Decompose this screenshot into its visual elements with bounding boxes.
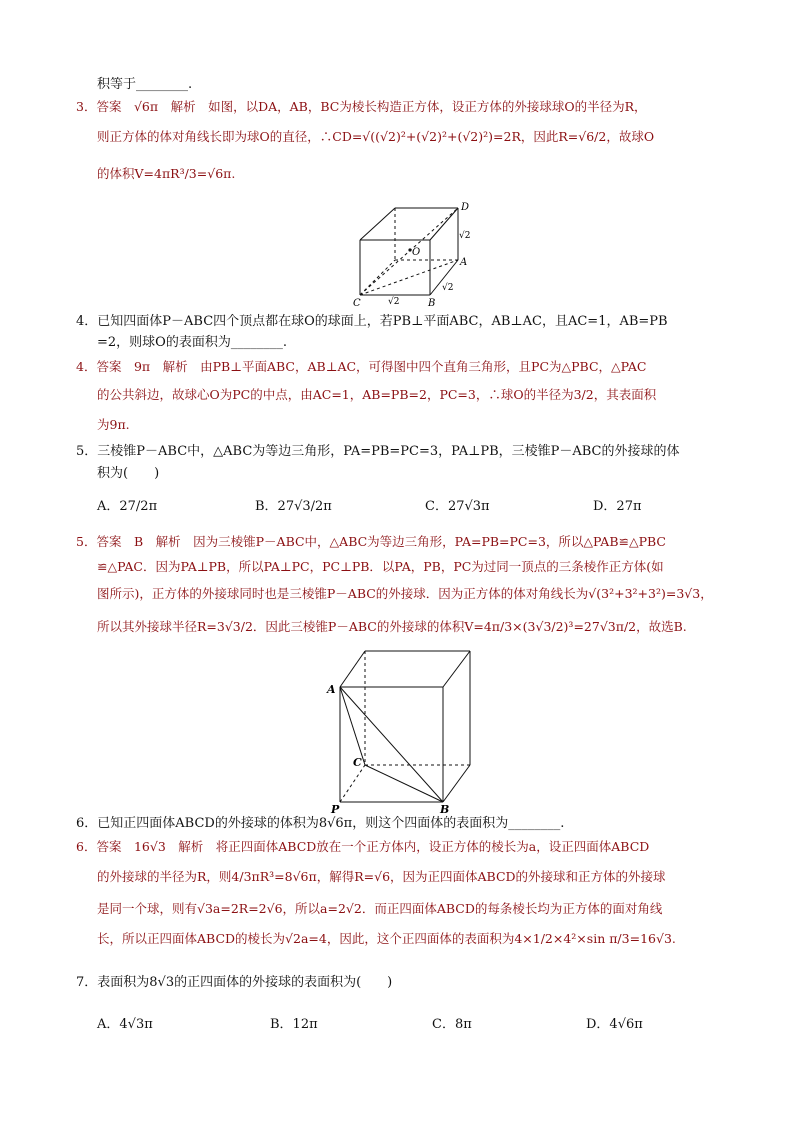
a4-line-2: 的公共斜边，故球心O为PC的中点，由AC=1，AB=PB=2，PC=3，∴球O的半径为3/2，其表面积 bbox=[97, 387, 657, 402]
cube-figure-2 bbox=[325, 645, 480, 815]
q4-line-1: 4．已知四面体P－ABC四个顶点都在球O的球面上，若PB⊥平面ABC，AB⊥AC，且AC=1，AB=PB bbox=[76, 314, 668, 329]
q5-line-1: 5．三棱锥P－ABC中，△ABC为等边三角形，PA=PB=PC=3，PA⊥PB，三棱锥P－ABC的外接球的体 bbox=[76, 444, 680, 459]
q5-option-d: D．27π bbox=[593, 499, 642, 514]
q2-line-tail: 积等于________. bbox=[97, 77, 193, 92]
a4-line-3: 为9π. bbox=[97, 417, 130, 432]
label-C2: C bbox=[353, 756, 362, 769]
label-C: C bbox=[353, 298, 361, 309]
cube-figure-1 bbox=[350, 200, 480, 310]
label-B2: B bbox=[440, 803, 450, 815]
label-D: D bbox=[461, 202, 470, 213]
label-A2: A bbox=[327, 683, 336, 696]
label-O: O bbox=[412, 247, 421, 258]
q7-option-b: B．12π bbox=[270, 1017, 318, 1032]
label-P2: P bbox=[331, 803, 340, 815]
a5-line-4: 所以其外接球半径R=3√3/2．因此三棱锥P－ABC的外接球的体积V=4π/3×(3√3/2)³=27√3π/2，故选B. bbox=[97, 619, 687, 634]
q5-option-a: A．27/2π bbox=[97, 499, 158, 514]
q6-line: 6．已知正四面体ABCD的外接球的体积为8√6π，则这个四面体的表面积为________. bbox=[76, 816, 565, 831]
q5-option-c: C．27√3π bbox=[425, 499, 490, 514]
label-s3: √2 bbox=[442, 283, 454, 293]
label-s1: √2 bbox=[459, 231, 471, 241]
a6-line-1: 6．答案 16√3 解析 将正四面体ABCD放在一个正方体内，设正方体的棱长为a，设正四面体ABCD bbox=[76, 839, 650, 854]
a3-line-1: 3．答案 √6π 解析 如图，以DA，AB，BC为棱长构造正方体，设正方体的外接球球O的半径为R， bbox=[76, 99, 647, 114]
a3-line-3: 的体积V=4πR³/3=√6π. bbox=[97, 166, 236, 181]
q7-option-d: D．4√6π bbox=[586, 1017, 643, 1032]
a5-line-2: ≌△PAC．因为PA⊥PB，所以PA⊥PC，PC⊥PB．以PA，PB，PC为过同一顶点的三条棱作正方体(如 bbox=[97, 559, 664, 574]
q5-option-b: B．27√3/2π bbox=[255, 499, 332, 514]
label-s2: √2 bbox=[388, 297, 400, 307]
a4-line-1: 4．答案 9π 解析 由PB⊥平面ABC，AB⊥AC，可得图中四个直角三角形，且PC为△PBC，△PAC bbox=[76, 359, 647, 374]
q5-line-2: 积为( ) bbox=[97, 466, 160, 481]
a5-line-1: 5．答案 B 解析 因为三棱锥P－ABC中，△ABC为等边三角形，PA=PB=PC=3，所以△PAB≌△PBC bbox=[76, 534, 666, 549]
a6-line-2: 的外接球的半径为R，则4/3πR³=8√6π，解得R=√6，因为正四面体ABCD的外接球和正方体的外接球 bbox=[97, 869, 666, 884]
label-A: A bbox=[460, 257, 468, 268]
a6-line-4: 长，所以正四面体ABCD的棱长为√2a=4，因此，这个正四面体的表面积为4×1/2×4²×sin π/3=16√3. bbox=[97, 931, 676, 946]
q7-option-c: C．8π bbox=[432, 1017, 472, 1032]
q7-option-a: A．4√3π bbox=[97, 1017, 153, 1032]
q7-line: 7．表面积为8√3的正四面体的外接球的表面积为( ) bbox=[76, 975, 393, 990]
a3-line-2: 则正方体的体对角线长即为球O的直径，∴CD=√((√2)²+(√2)²+(√2)²)=2R，因此R=√6/2，故球O bbox=[97, 129, 655, 144]
label-B: B bbox=[428, 298, 436, 309]
a5-line-3: 图所示)，正方体的外接球同时也是三棱锥P－ABC的外接球．因为正方体的体对角线长为√(3²+3²+3²)=3√3， bbox=[97, 586, 713, 601]
q4-line-2: =2，则球O的表面积为________. bbox=[97, 335, 287, 350]
a6-line-3: 是同一个球，则有√3a=2R=2√6，所以a=2√2．而正四面体ABCD的每条棱长均为正方体的面对角线 bbox=[97, 901, 663, 916]
